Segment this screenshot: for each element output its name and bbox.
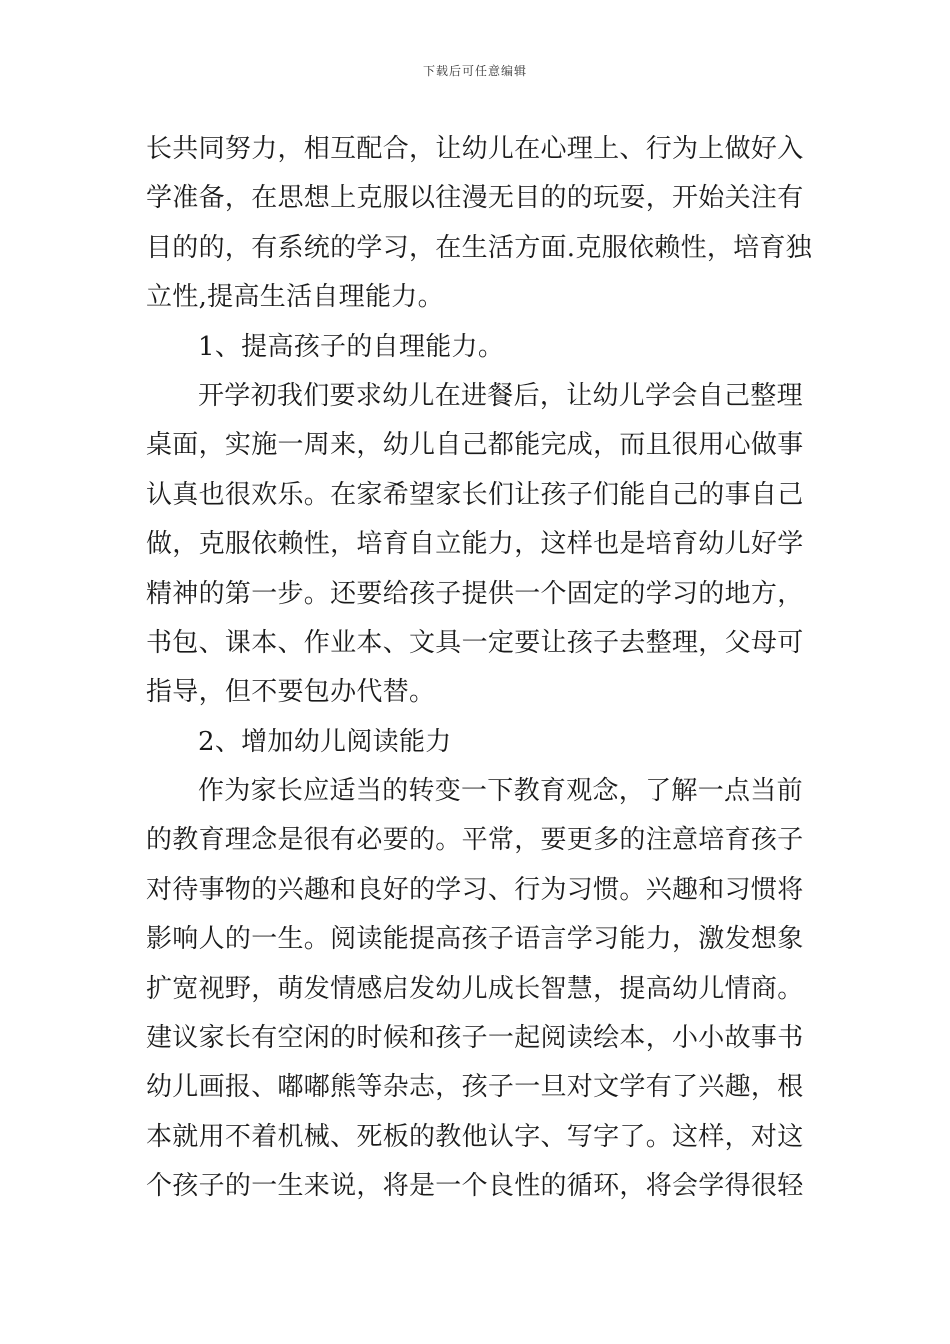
text-line: 目的的，有系统的学习，在生活方面.克服依赖性，培育独 [146,232,813,263]
text-line: 认真也很欢乐。在家希望家长们让孩子们能自己的事自己 [146,479,804,510]
text-line: 的教育理念是很有必要的。平常，要更多的注意培育孩子 [146,825,804,856]
text-line: 对待事物的兴趣和良好的学习、行为习惯。兴趣和习惯将 [146,874,804,905]
text-line: 学准备，在思想上克服以往漫无目的的玩耍，开始关注有 [146,183,804,214]
page-header: 下载后可任意编辑 [422,64,527,78]
text-line: 桌面，实施一周来，幼儿自己都能完成，而且很用心做事 [146,430,804,461]
text-line: 幼儿画报、嘟嘟熊等杂志，孩子一旦对文学有了兴趣，根 [146,1072,804,1103]
text-line: 影响人的一生。阅读能提高孩子语言学习能力，激发想象 [146,924,804,955]
text-line: 作为家长应适当的转变一下教育观念，了解一点当前 [198,776,803,807]
text-line: 精神的第一步。还要给孩子提供一个固定的学习的地方， [146,578,804,609]
text-line: 书包、课本、作业本、文具一定要让孩子去整理，父母可 [146,627,804,658]
text-line: 做，克服依赖性，培育自立能力，这样也是培育幼儿好学 [146,529,804,560]
text-line: 立性,提高生活自理能力。 [146,282,444,313]
text-line: 长共同努力，相互配合，让幼儿在心理上、行为上做好入 [146,134,804,164]
text-line: 指导，但不要包办代替。 [146,677,436,708]
section-heading-1: 1、提高孩子的自理能力。 [198,331,505,362]
body-text [146,125,813,1212]
text-line: 开学初我们要求幼儿在进餐后，让幼儿学会自己整理 [198,380,803,411]
text-line: 扩宽视野，萌发情感启发幼儿成长智慧，提高幼儿情商。 [146,973,804,1004]
section-heading-2: 2、增加幼儿阅读能力 [198,726,452,757]
text-line: 建议家长有空闲的时候和孩子一起阅读绘本，小小故事书 [146,1023,804,1054]
text-line: 个孩子的一生来说，将是一个良性的循环，将会学得很轻 [146,1171,804,1202]
text-line: 本就用不着机械、死板的教他认字、写字了。这样，对这 [146,1121,804,1152]
